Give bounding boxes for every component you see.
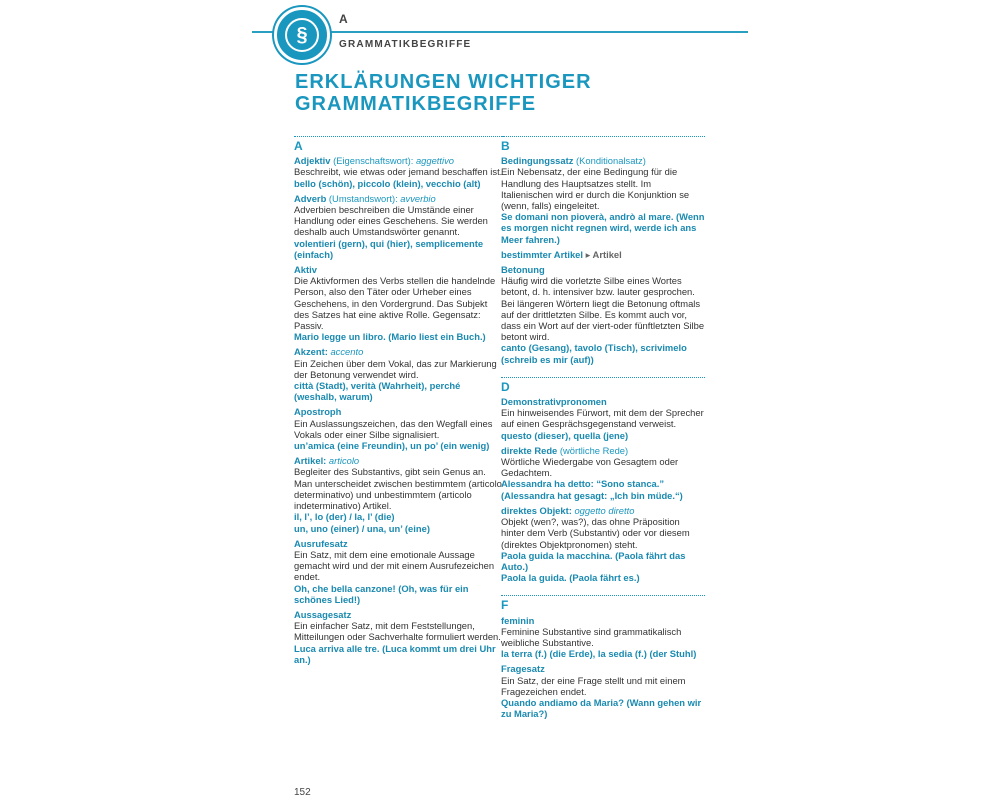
page-number: 152 xyxy=(294,787,311,798)
letter-heading xyxy=(501,595,705,611)
entry-definition: Feminine Substantive sind grammatikalisch weibliche Substantive. xyxy=(501,625,682,648)
entry-term: Ausrufesatz xyxy=(294,537,348,549)
entry-term: Bedingungssatz xyxy=(501,155,574,167)
entry-note: (Eigenschaftswort): xyxy=(333,155,414,167)
entry-head xyxy=(501,505,705,516)
entry-example: città (Stadt), verità (Wahrheit), perché (weshalb, warum) xyxy=(294,380,461,403)
section-badge xyxy=(274,7,330,63)
entry-note: (wörtliche Rede) xyxy=(559,444,629,456)
glossary-entry xyxy=(501,249,705,260)
glossary-entry xyxy=(501,155,705,245)
entry-term: Adjektiv xyxy=(294,155,331,167)
section-gap xyxy=(501,587,705,595)
entry-term: Adverb xyxy=(294,192,327,204)
entry-example: un’amica (eine Freundin), un po’ (ein wenig) xyxy=(294,440,490,452)
entry-head xyxy=(294,264,504,275)
entry-definition: Häufig wird die vorletzte Silbe eines Wortes betont, d. h. intensiver bzw. lauter gesprochen. Bei längeren Wörtern liegt die Betonung oftmals auf der drittletzten Silbe. Es kommt auch vor, dass ein Wort auf der viert-oder fünftletzten Silbe betont wird. xyxy=(501,275,705,343)
glossary-entry xyxy=(501,396,705,441)
glossary-entry xyxy=(294,155,504,189)
letter-heading-text: F xyxy=(501,598,509,613)
entry-definition: Ein Satz, mit dem eine emotionale Aussage gemacht wird und der mit einem Ausrufezeichen endet. xyxy=(294,548,495,583)
entry-example: un, uno (einer) / una, un’ (eine) xyxy=(294,522,430,534)
entry-example: Paola guida la macchina. (Paola fährt das Auto.) xyxy=(501,549,686,572)
entry-head xyxy=(294,193,504,204)
entry-example: Mario legge un libro. (Mario liest ein Buch.) xyxy=(294,331,486,343)
entry-definition: Ein Satz, der eine Frage stellt und mit einem Fragezeichen endet. xyxy=(501,674,686,697)
entry-example: bello (schön), piccolo (klein), vecchio (alt) xyxy=(294,177,481,189)
entry-head xyxy=(294,155,504,166)
glossary-entry xyxy=(294,406,504,451)
glossary-entry xyxy=(501,264,705,365)
glossary-entry xyxy=(294,609,504,665)
glossary-entry xyxy=(294,346,504,402)
entry-note: (Umstandswort): xyxy=(328,192,398,204)
glossary-entry xyxy=(501,663,705,719)
entry-example: la terra (f.) (die Erde), la sedia (f.) (der Stuhl) xyxy=(501,648,697,660)
entry-example: Paola la guida. (Paola fährt es.) xyxy=(501,572,640,584)
entry-head xyxy=(501,249,705,260)
entry-italian-term xyxy=(400,193,435,204)
entry-italian-text: articolo xyxy=(328,455,360,467)
entry-head xyxy=(294,406,504,417)
entry-example: Alessandra ha detto: “Sono stanca.” (Alessandra hat gesagt: „Ich bin müde.“) xyxy=(501,478,683,501)
entry-definition: Die Aktivformen des Verbs stellen die handelnde Person, also den Täter oder Urheber eines Geschehens, in den Vordergrund. Das Subjekt des Satzes hat eine aktive Rolle. Gegensatz: Passiv. xyxy=(294,275,496,332)
entry-italian-text: aggettivo xyxy=(415,155,455,167)
glossary-entry xyxy=(501,505,705,583)
letter-heading xyxy=(501,136,705,152)
entry-example: questo (dieser), quella (jene) xyxy=(501,429,629,441)
entry-term: direkte Rede xyxy=(501,444,558,456)
section-letter: A xyxy=(339,12,348,26)
entry-definition: Objekt (wen?, was?), das ohne Präposition hinter dem Verb (Substantiv) oder vor diesem (direktes Objektpronomen) steht. xyxy=(501,516,690,550)
entry-italian-term xyxy=(574,505,634,516)
entry-term: Akzent: xyxy=(294,346,328,358)
glossary-entry xyxy=(294,538,504,605)
entry-italian-text: accento xyxy=(330,346,364,358)
entry-example: volentieri (gern), qui (hier), semplicemente (einfach) xyxy=(294,237,484,260)
glossary-entry xyxy=(294,264,504,342)
entry-head xyxy=(294,346,504,357)
page-title-line-2: GRAMMATIKBEGRIFFE xyxy=(295,93,537,115)
entry-example: Quando andiamo da Maria? (Wann gehen wir zu Maria?) xyxy=(501,696,702,720)
entry-term: Apostroph xyxy=(294,406,342,418)
entry-head xyxy=(501,445,705,456)
section-gap xyxy=(501,369,705,377)
entry-example: Luca arriva alle tre. (Luca kommt um drei Uhr an.) xyxy=(294,642,496,665)
glossary-entry xyxy=(501,615,705,660)
letter-heading xyxy=(294,136,504,152)
entry-example: canto (Gesang), tavolo (Tisch), scrivimelo (schreib es mir (auf)) xyxy=(501,342,687,365)
glossary-entry xyxy=(501,445,705,501)
page-title-line-1: ERKLÄRUNGEN WICHTIGER xyxy=(295,71,592,93)
entry-head xyxy=(501,615,705,626)
entry-head xyxy=(501,396,705,407)
entry-note: (Konditionalsatz) xyxy=(576,155,646,167)
entry-italian-text: avverbio xyxy=(400,192,436,204)
entry-definition: Wörtliche Wiedergabe von Gesagtem oder Gedachtem. xyxy=(501,456,679,479)
right-column xyxy=(501,136,705,723)
entry-definition: Ein Auslassungszeichen, das den Wegfall eines Vokals oder einer Silbe signalisiert. xyxy=(294,417,493,440)
entry-term: feminin xyxy=(501,614,535,626)
entry-head xyxy=(294,538,504,549)
entry-italian-term xyxy=(329,455,359,466)
entry-example: Se domani non pioverà, andrò al mare. (Wenn es morgen nicht regnen wird, werde ich ans Meer fahren.) xyxy=(501,211,705,245)
left-column xyxy=(294,136,504,669)
letter-heading-text: A xyxy=(294,139,303,153)
paragraph-icon: § xyxy=(285,18,319,52)
entry-head xyxy=(294,609,504,620)
glossary-entry xyxy=(294,455,504,533)
entry-head xyxy=(501,264,705,275)
entry-term: bestimmter Artikel xyxy=(501,248,583,260)
section-title: GRAMMATIKBEGRIFFE xyxy=(339,39,472,50)
entry-italian-text: oggetto diretto xyxy=(574,504,635,516)
entry-definition: Ein hinweisendes Fürwort, mit dem der Sprecher auf einen Gesprächsgegenstand verweist. xyxy=(501,407,704,430)
entry-example: il, l’, lo (der) / la, l’ (die) xyxy=(294,511,395,523)
letter-heading xyxy=(501,377,705,393)
entry-italian-term xyxy=(330,346,363,357)
entry-term: direktes Objekt: xyxy=(501,504,572,516)
glossary-entry xyxy=(294,193,504,260)
entry-term: Artikel: xyxy=(294,455,327,467)
entry-example: Oh, che bella canzone! (Oh, was für ein schönes Lied!) xyxy=(294,582,469,605)
entry-definition: Adverbien beschreiben die Umstände einer Handlung oder eines Geschehens. Sie werden deshalb auch Umstandswörter genannt. xyxy=(294,204,488,238)
letter-heading-text: D xyxy=(501,379,510,394)
letter-heading-text: B xyxy=(501,139,510,153)
entry-term: Betonung xyxy=(501,264,545,276)
entry-definition: Ein Nebensatz, der eine Bedingung für die Handlung des Hauptsatzes stellt. Im Italienischen wird er durch die Konjunktion se (wenn, falls) eingeleitet. xyxy=(501,166,690,212)
entry-head xyxy=(294,455,504,466)
entry-cross-reference: ▸ Artikel xyxy=(585,248,622,260)
entry-term: Aktiv xyxy=(294,264,317,276)
entry-term: Demonstrativpronomen xyxy=(501,396,607,408)
entry-term: Fragesatz xyxy=(501,663,545,675)
entry-definition: Ein Zeichen über dem Vokal, das zur Markierung der Betonung verwendet wird. xyxy=(294,357,497,380)
entry-italian-term xyxy=(416,155,454,166)
entry-head xyxy=(501,663,705,674)
entry-head xyxy=(501,155,705,166)
entry-definition: Beschreibt, wie etwas oder jemand beschaffen ist. xyxy=(294,166,503,178)
entry-definition: Begleiter des Substantivs, gibt sein Genus an. Man unterscheidet zwischen bestimmtem (articolo determinativo) und unbestimmtem (articolo indeterminativo) Artikel. xyxy=(294,466,502,512)
entry-definition: Ein einfacher Satz, mit dem Feststellungen, Mitteilungen oder Sachverhalte formuliert werden. xyxy=(294,620,501,643)
entry-term: Aussagesatz xyxy=(294,608,352,620)
page-title xyxy=(295,71,735,115)
